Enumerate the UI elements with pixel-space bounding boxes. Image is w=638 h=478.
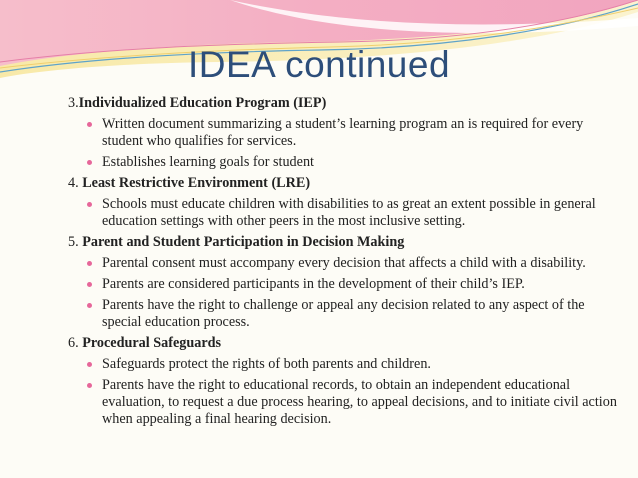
bullet-item: Written document summarizing a student’s learning program an is required for every student who qualifies for services.: [86, 116, 623, 150]
bullet-item: Safeguards protect the rights of both parents and children.: [86, 356, 623, 373]
bullet-list: [68, 196, 623, 230]
section-number: 4.: [68, 175, 83, 191]
bullet-item: Establishes learning goals for student: [86, 154, 623, 171]
section-number: 6.: [68, 335, 83, 351]
section-title: Least Restrictive Environment (LRE): [82, 175, 311, 191]
section-lre: [68, 175, 623, 230]
section-procedural-safeguards: [68, 335, 623, 428]
section-heading: [68, 175, 623, 192]
section-number: 5.: [68, 234, 83, 250]
bullet-item: Parents have the right to educational records, to obtain an independent educational evaluation, to request a due process hearing, to appeal decisions, and to initiate civil action when appealing a final hearing decision.: [86, 377, 623, 428]
bullet-list: [68, 356, 623, 428]
bullet-item: Parents are considered participants in the development of their child’s IEP.: [86, 276, 623, 293]
bullet-list: [68, 116, 623, 171]
section-title: Parent and Student Participation in Decision Making: [82, 234, 405, 250]
section-iep: [68, 95, 623, 171]
section-parent-participation: [68, 234, 623, 331]
bullet-list: [68, 255, 623, 331]
section-title: Procedural Safeguards: [82, 335, 222, 351]
section-title: Individualized Education Program (IEP): [78, 95, 327, 111]
bullet-item: Schools must educate children with disabilities to as great an extent possible in general education settings with other peers in the most inclusive setting.: [86, 196, 623, 230]
section-heading: [68, 335, 623, 352]
section-number: 3.: [68, 95, 79, 111]
bullet-item: Parental consent must accompany every decision that affects a child with a disability.: [86, 255, 623, 272]
bullet-item: Parents have the right to challenge or appeal any decision related to any aspect of the special education process.: [86, 297, 623, 331]
section-heading: [68, 95, 623, 112]
section-heading: [68, 234, 623, 251]
slide-content: [68, 95, 623, 432]
slide-title: IDEA continued: [187, 44, 451, 85]
